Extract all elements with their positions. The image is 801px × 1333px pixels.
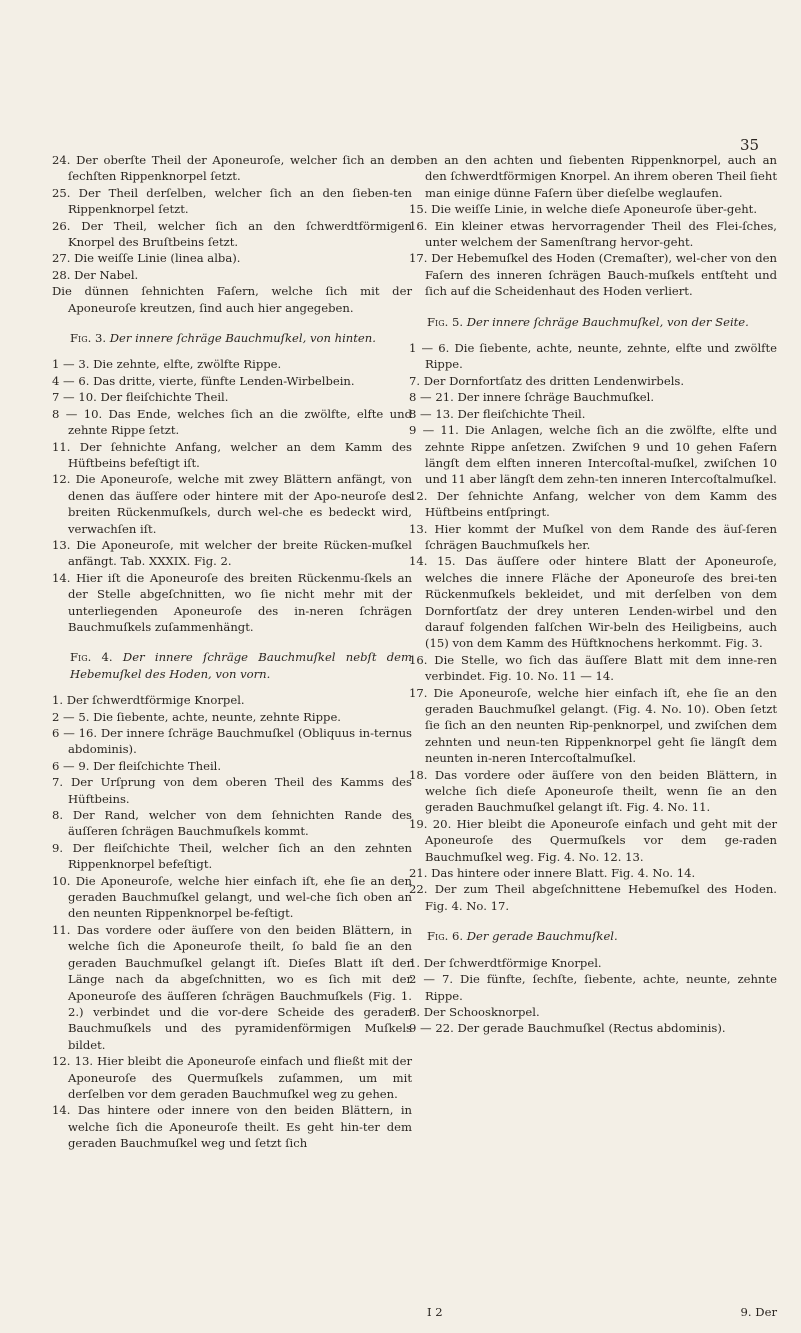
figure-caption: Der gerade Bauchmuſkel. — [466, 929, 618, 944]
legend-entry: 17. Die Aponeuroſe, welche hier einfach iſt, ehe ſie an den geraden Bauchmuſkel gelangt. (Fig. 4. No. 10). Oben ſetzt ſie ſich an den neunten Rip-penknorpel, und zwiſchen dem zehnten und neun-ten Rippenknorpel geht ſie längſt dem neunten in-neren Intercoſtalmuſkel. — [409, 685, 777, 766]
legend-entry: 6 — 9. Der fleiſchichte Theil. — [52, 758, 222, 773]
signature-mark: I 2 — [427, 1305, 443, 1319]
legend-entry: 1. Der ſchwerdtförmige Knorpel. — [52, 693, 245, 708]
figure-caption: Der innere ſchräge Bauchmuſkel nebſt dem Hebemuſkel des Hoden, von vorn. — [70, 650, 413, 681]
legend-entry: 17. Der Hebemuſkel des Hoden (Cremaſter), wel-cher von den Faſern des inneren ſchrägen Bauch-muſkels entſteht und ſich auf die Scheidenhaut des Hoden verliert. — [409, 251, 777, 299]
legend-entry: 8. Der Schoosknorpel. — [409, 1004, 540, 1019]
legend-entry: Die dünnen ſehnichten Faſern, welche ſich mit der Aponeuroſe kreutzen, ſind auch hier angegeben. — [52, 284, 412, 315]
legend-entry: 9 — 11. Die Anlagen, welche ſich an die zwölfte, elfte und zehnte Rippe anſetzen. Zwiſchen 9 und 10 gehen Faſern längſt dem elften inneren Intercoſtal-muſkel, zwiſchen 10 und 11 aber längſt dem zehn-ten inneren Intercoſtalmuſkel. — [409, 423, 777, 487]
figure-label: Fig. 5. — [427, 314, 464, 329]
legend-entry: 21. Das hintere oder innere Blatt. Fig. 4. No. 14. — [409, 866, 696, 881]
catchword: 9. Der — [740, 1305, 777, 1319]
legend-entry: 24. Der oberſte Theil der Aponeuroſe, welcher ſich an den ſechſten Rippenknorpel ſetzt. — [52, 153, 412, 184]
legend-entry: 1. Der ſchwerdtförmige Knorpel. — [409, 955, 602, 970]
legend-entry: 16. Die Stelle, wo ſich das äuſſere Blatt mit dem inne-ren verbindet. Fig. 10. No. 11 — 14. — [409, 652, 777, 684]
legend-entry: 9. Der fleiſchichte Theil, welcher ſich an den zehnten Rippenknorpel befeſtigt. — [52, 840, 412, 872]
figure-label: Fig. 3. — [70, 331, 107, 346]
legend-entry: 8 — 21. Der innere ſchräge Bauchmuſkel. — [409, 390, 655, 405]
legend-entry: 15. Die weiſſe Linie, in welche dieſe Aponeuroſe über-geht. — [409, 202, 758, 217]
legend-entry: 11. Das vordere oder äuſſere von den beiden Blättern, in welche ſich die Aponeuroſe theilt, ſo bald ſie an den geraden Bauchmuſkel gelangt iſt. Dieſes Blatt iſt der Länge nach da abgeſchnitten, wo es ſich mit der Aponeuroſe des äuſſeren ſchrägen Bauchmuſkels (Fig. 1. 2.) verbindet und die vor-dere Scheide des geraden Bauchmuſkels und des pyramidenförmigen Muſkels bildet. — [52, 922, 412, 1052]
legend-entry: 10. Die Aponeuroſe, welche hier einfach iſt, ehe ſie an den geraden Bauchmuſkel gelangt, und wel-che ſich oben an den neunten Rippenknorpel be-feſtigt. — [52, 873, 412, 921]
legend-entry: 14. 15. Das äuſſere oder hintere Blatt der Aponeuroſe, welches die innere Fläche der Aponeuroſe des brei-ten Rückenmuſkels bekleidet, und mit derſelben von dem Dornfortſatz der drey unteren Lenden-wirbel und den darauf folgenden falſchen Wir-beln des Heiligbeins, auch (15) von dem Kamm des Hüftknochens herkommt. Fig. 3. — [409, 554, 777, 651]
figure-caption: Der innere ſchräge Bauchmuſkel, von hinten. — [109, 331, 376, 346]
legend-entry: 16. Ein kleiner etwas hervorragender Theil des Flei-ſches, unter welchem der Samenſtrang hervor-geht. — [409, 218, 777, 250]
page-number: 35 — [740, 136, 760, 154]
legend-entry: 4 — 6. Das dritte, vierte, fünfte Lenden-Wirbelbein. — [52, 373, 355, 388]
figure-label: Fig. 4. — [70, 650, 113, 665]
figure-label: Fig. 6. — [427, 929, 464, 944]
legend-entry: 12. Der ſehnichte Anfang, welcher von dem Kamm des Hüftbeins entſpringt. — [409, 488, 777, 520]
legend-entry: 13. Hier kommt der Muſkel von dem Rande des äuſ-ſeren ſchrägen Bauchmuſkels her. — [409, 521, 777, 552]
figure-heading — [409, 314, 777, 330]
legend-entry: 1 — 3. Die zehnte, elfte, zwölfte Rippe. — [52, 357, 282, 372]
figure-caption: Der innere ſchräge Bauchmuſkel, von der Seite. — [466, 314, 749, 329]
legend-entry: 22. Der zum Theil abgeſchnittene Hebemuſkel des Hoden. Fig. 4. No. 17. — [409, 882, 777, 913]
legend-entry: oben an den achten und ſiebenten Rippenknorpel, auch an den ſchwerdtförmigen Knorpel. An ihrem oberen Theil ſieht man einige dünne Faſern über dieſelbe weglaufen. — [409, 153, 777, 200]
legend-entry: 1 — 6. Die ſiebente, achte, neunte, zehnte, elfte und zwölfte Rippe. — [409, 341, 777, 372]
legend-entry: 25. Der Theil derſelben, welcher ſich an den ſieben-ten Rippenknorpel ſetzt. — [52, 185, 412, 217]
legend-entry: 6 — 16. Der innere ſchräge Bauchmuſkel (Obliquus in-ternus abdominis). — [52, 726, 412, 757]
legend-entry: 11. Der ſehnichte Anfang, welcher an dem Kamm des Hüftbeins befeſtigt iſt. — [52, 439, 412, 470]
legend-entry: 7. Der Urſprung von dem oberen Theil des Kamms des Hüftbeins. — [52, 775, 412, 806]
legend-entry: 12. Die Aponeuroſe, welche mit zwey Blättern anfängt, von denen das äuſſere oder hintere mit der Apo-neuroſe des breiten Rückenmuſkels, durch wel-che es bedeckt wird, verwachſen iſt. — [52, 472, 412, 536]
legend-entry: 14. Das hintere oder innere von den beiden Blättern, in welche ſich die Aponeuroſe theilt. Es geht hin-ter dem geraden Bauchmuſkel weg und ſetzt ſich — [52, 1103, 412, 1151]
legend-entry: 13. Die Aponeuroſe, mit welcher der breite Rücken-muſkel anfängt. Tab. XXXIX. Fig. 2. — [52, 537, 412, 569]
page-footer — [427, 1305, 777, 1319]
figure-heading — [52, 330, 412, 346]
right-column — [409, 152, 777, 1037]
legend-entry: 14. Hier iſt die Aponeuroſe des breiten Rückenmu-ſkels an der Stelle abgeſchnitten, wo ſie nicht mehr mit der unterliegenden Aponeuroſe des in-neren ſchrägen Bauchmuſkels zuſammenhängt. — [52, 570, 412, 634]
legend-entry: 8 — 13. Der fleiſchichte Theil. — [409, 406, 586, 421]
legend-entry: 8 — 10. Das Ende, welches ſich an die zwölfte, elfte und zehnte Rippe ſetzt. — [52, 406, 412, 438]
legend-entry: 2 — 5. Die ſiebente, achte, neunte, zehnte Rippe. — [52, 709, 341, 724]
left-column — [52, 152, 412, 1152]
legend-entry: 9 — 22. Der gerade Bauchmuſkel (Rectus abdominis). — [409, 1021, 726, 1036]
legend-entry: 27. Die weiſſe Linie (linea alba). — [52, 251, 241, 266]
figure-heading — [52, 649, 412, 682]
legend-entry: 28. Der Nabel. — [52, 267, 139, 282]
legend-entry: 7. Der Dornfortſatz des dritten Lendenwirbels. — [409, 373, 685, 388]
legend-entry: 7 — 10. Der fleiſchichte Theil. — [52, 390, 229, 405]
figure-heading — [409, 928, 777, 944]
legend-entry: 2 — 7. Die fünfte, ſechſte, ſiebente, achte, neunte, zehnte Rippe. — [409, 972, 777, 1003]
legend-entry: 26. Der Theil, welcher ſich an den ſchwerdtförmigen Knorpel des Bruſtbeins ſetzt. — [52, 218, 412, 250]
legend-entry: 18. Das vordere oder äuſſere von den beiden Blättern, in welche ſich dieſe Aponeuroſe theilt, wenn ſie an den geraden Bauchmuſkel gelangt iſt. Fig. 4. No. 11. — [409, 767, 777, 815]
legend-entry: 19. 20. Hier bleibt die Aponeuroſe einfach und geht mit der Aponeuroſe des Quermuſkels vor dem ge-raden Bauchmuſkel weg. Fig. 4. No. 12. 13. — [409, 816, 777, 864]
legend-entry: 8. Der Rand, welcher von dem ſehnichten Rande des äuſſeren ſchrägen Bauchmuſkels kommt. — [52, 808, 412, 839]
legend-entry: 12. 13. Hier bleibt die Aponeuroſe einfach und fließt mit der Aponeuroſe des Quermuſkels zuſammen, um mit derſelben vor dem geraden Bauchmuſkel weg zu gehen. — [52, 1054, 412, 1101]
